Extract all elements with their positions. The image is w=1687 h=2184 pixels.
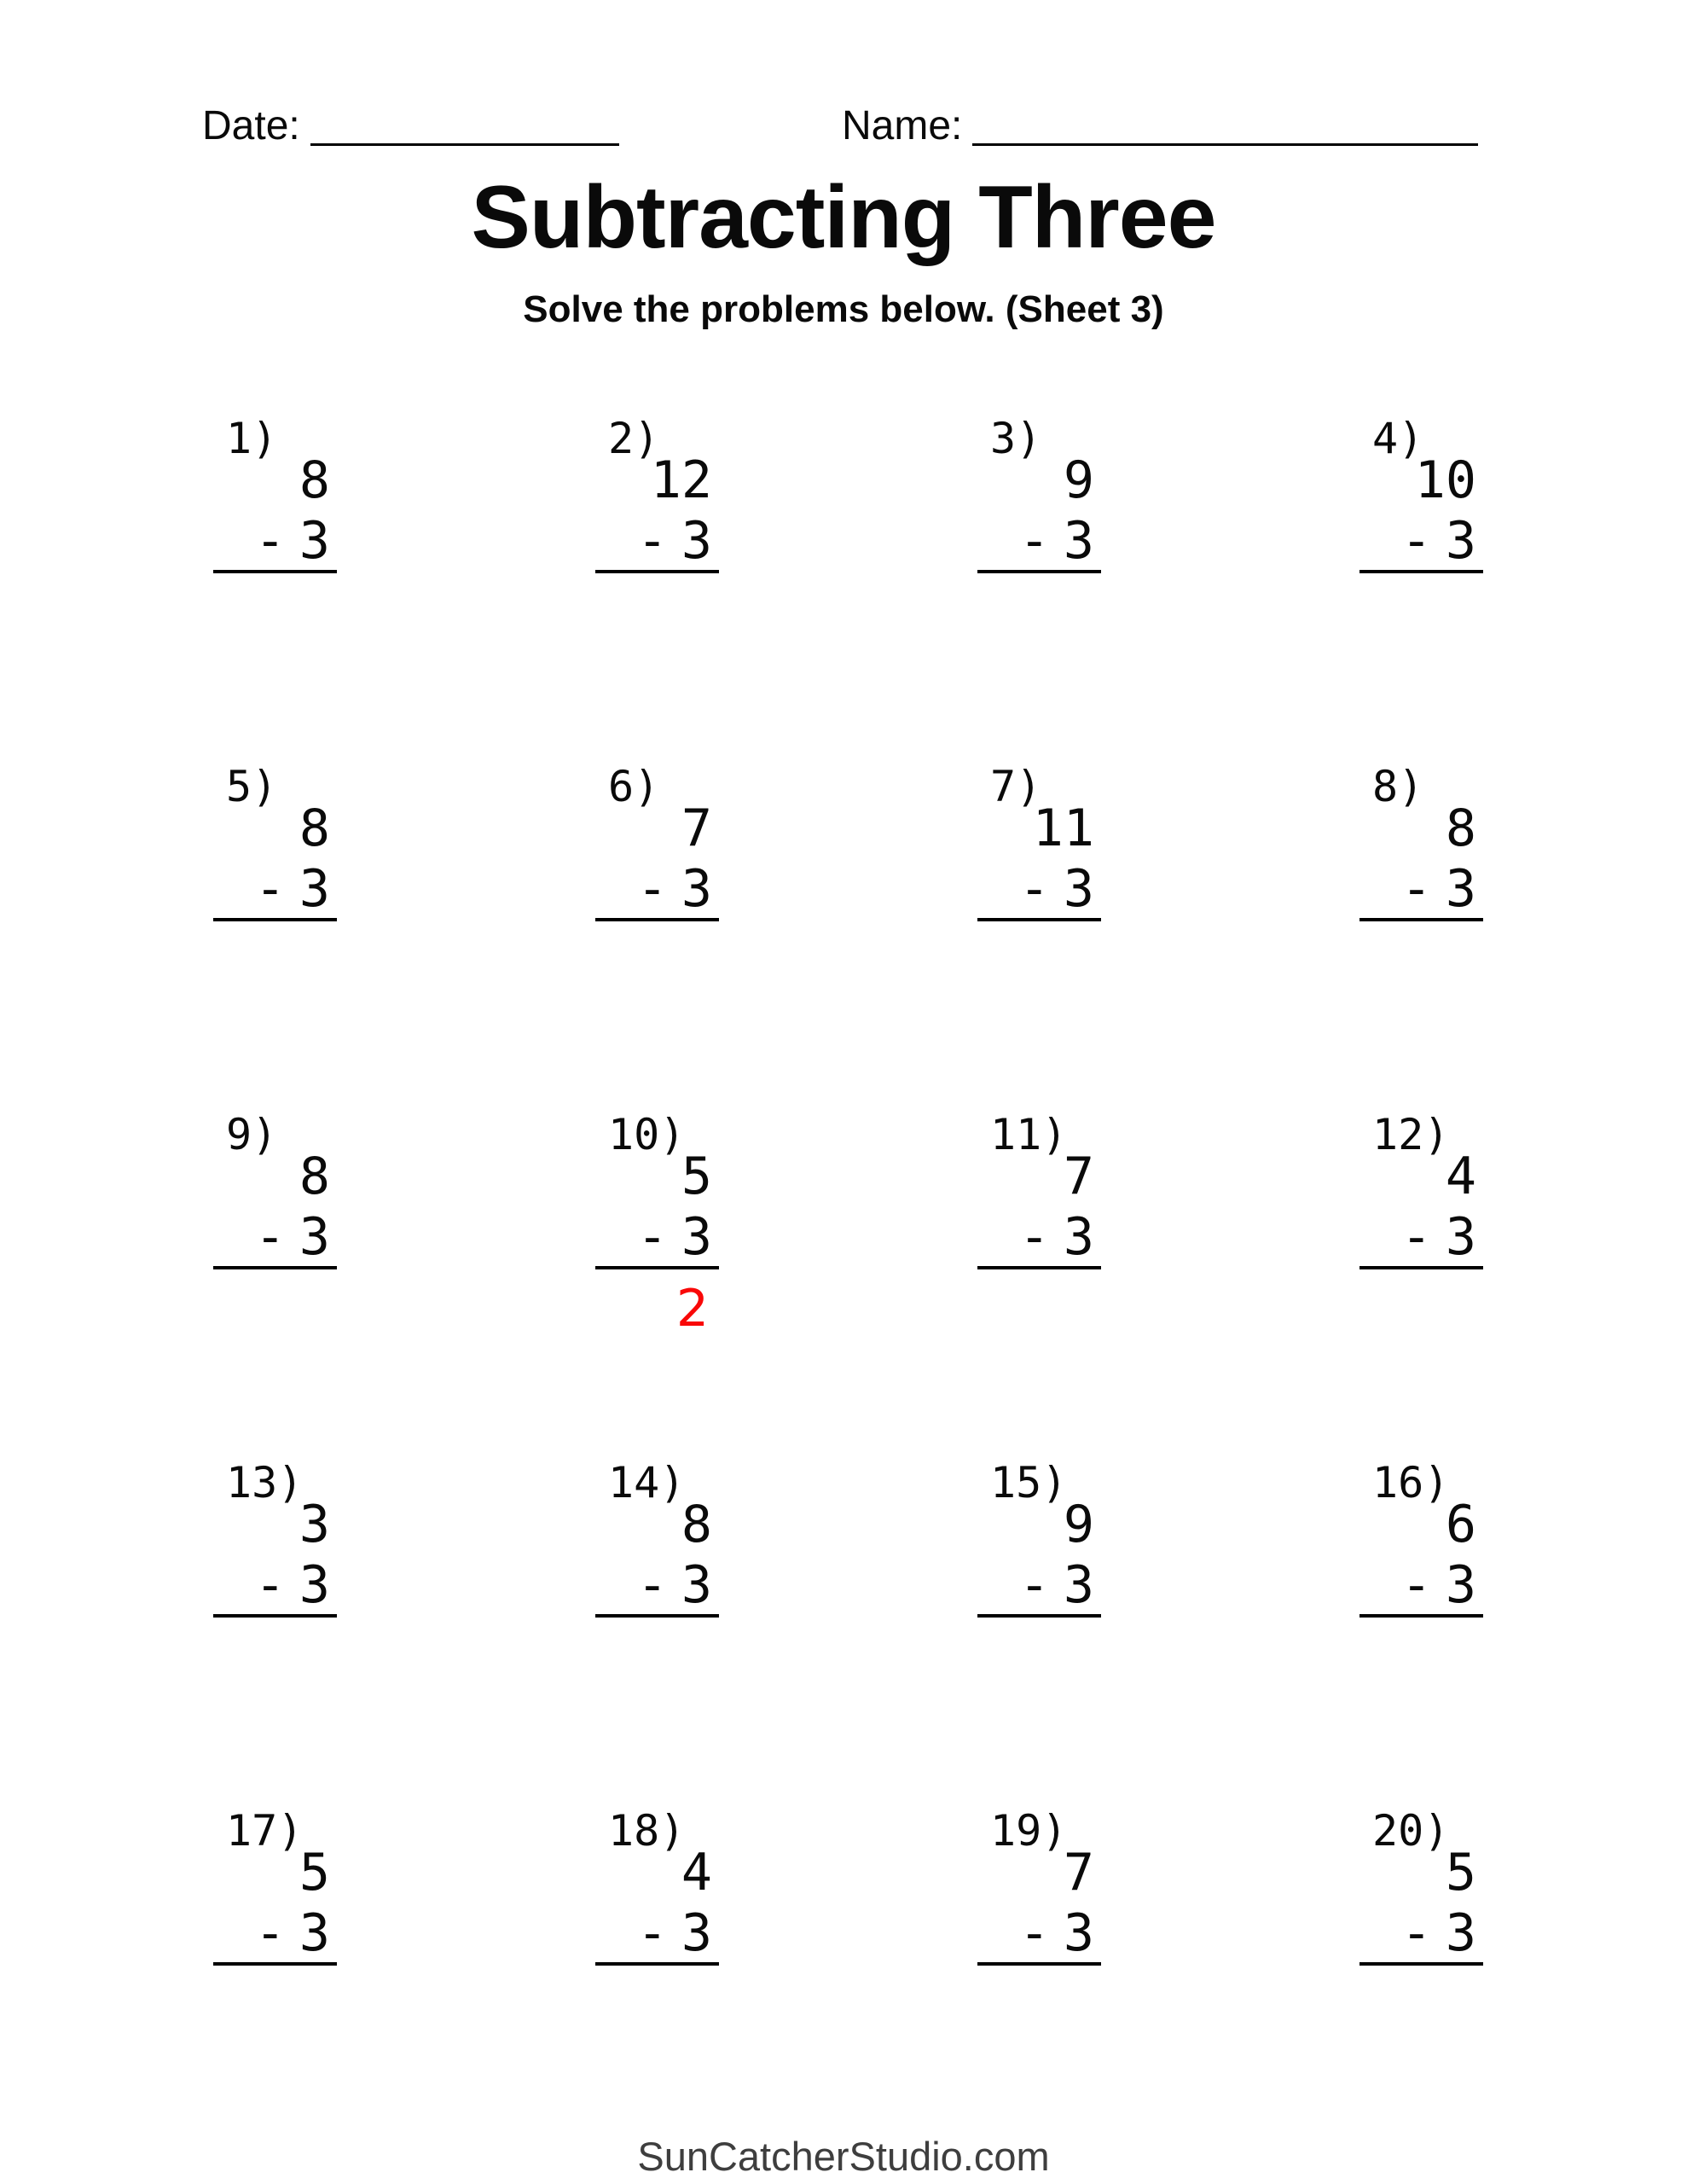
problem-number: 20) [1372, 1806, 1450, 1856]
minus-sign: - [1400, 511, 1432, 571]
minuend: 4 [1445, 1147, 1476, 1206]
subtrahend: 3 [1063, 859, 1094, 919]
subtraction-row [213, 1555, 337, 1615]
minus-sign: - [636, 1903, 668, 1963]
problem-13 [213, 1458, 337, 1809]
problem-number: 2) [608, 414, 660, 463]
subtraction-row [977, 1903, 1101, 1963]
subtraction-row [1359, 1903, 1483, 1963]
minuend: 8 [681, 1495, 712, 1554]
problem-20 [1359, 1806, 1483, 2158]
problem-number: 4) [1372, 414, 1424, 463]
minuend: 4 [681, 1843, 712, 1902]
subtrahend: 3 [1445, 1903, 1476, 1963]
problem-9 [213, 1110, 337, 1461]
minuend: 7 [1063, 1843, 1094, 1902]
minus-sign: - [1018, 511, 1050, 571]
subtraction-row [213, 511, 337, 571]
subtrahend: 3 [299, 1903, 330, 1963]
problem-number: 18) [608, 1806, 686, 1856]
subtrahend: 3 [1063, 1555, 1094, 1615]
subtraction-row [1359, 1207, 1483, 1267]
footer-site-credit: SunCatcherStudio.com [637, 2134, 1050, 2179]
subtraction-row [595, 511, 719, 571]
subtrahend: 3 [681, 1555, 712, 1615]
subtraction-row [213, 1207, 337, 1267]
minus-sign: - [1400, 1555, 1432, 1615]
subtrahend: 3 [299, 1555, 330, 1615]
subtrahend: 3 [681, 1207, 712, 1267]
name-blank-line [972, 101, 1478, 146]
name-field [842, 101, 1478, 149]
date-label: Date: [202, 103, 300, 149]
problem-16 [1359, 1458, 1483, 1809]
problem-8 [1359, 762, 1483, 1113]
minuend: 8 [299, 799, 330, 858]
problem-12 [1359, 1110, 1483, 1461]
minuend: 12 [650, 450, 712, 510]
subtrahend: 3 [1445, 511, 1476, 571]
problems-grid [213, 414, 1483, 2158]
problem-number: 1) [226, 414, 278, 463]
minus-sign: - [1400, 1207, 1432, 1267]
problem-10 [595, 1110, 719, 1461]
minus-sign: - [636, 1555, 668, 1615]
minus-sign: - [636, 1207, 668, 1267]
subtrahend: 3 [681, 859, 712, 919]
minus-sign: - [1018, 1903, 1050, 1963]
problem-15 [977, 1458, 1101, 1809]
subtraction-row [595, 1207, 719, 1267]
minus-sign: - [1018, 1555, 1050, 1615]
minuend: 5 [299, 1843, 330, 1902]
problem-number: 3) [990, 414, 1042, 463]
subtraction-row [977, 511, 1101, 571]
subtraction-row [1359, 511, 1483, 571]
worksheet-title: Subtracting Three [471, 168, 1216, 267]
minuend: 8 [1445, 799, 1476, 858]
problem-5 [213, 762, 337, 1113]
problem-11 [977, 1110, 1101, 1461]
minus-sign: - [1400, 859, 1432, 919]
subtraction-row [595, 1555, 719, 1615]
problem-number: 17) [226, 1806, 304, 1856]
subtraction-row [595, 859, 719, 919]
problem-7 [977, 762, 1101, 1113]
problem-number: 19) [990, 1806, 1068, 1856]
worksheet-instructions: Solve the problems below. (Sheet 3) [523, 288, 1164, 330]
problem-number: 14) [608, 1458, 686, 1507]
problem-number: 12) [1372, 1110, 1450, 1159]
minuend: 10 [1414, 450, 1476, 510]
problem-number: 13) [226, 1458, 304, 1507]
subtraction-row [1359, 1555, 1483, 1615]
subtrahend: 3 [681, 1903, 712, 1963]
subtraction-row [595, 1903, 719, 1963]
minus-sign: - [254, 1555, 286, 1615]
minuend: 7 [1063, 1147, 1094, 1206]
problem-number: 6) [608, 762, 660, 811]
problem-17 [213, 1806, 337, 2158]
answer: 2 [675, 1279, 709, 1339]
minuend: 9 [1063, 1495, 1094, 1554]
problem-2 [595, 414, 719, 765]
problem-number: 7) [990, 762, 1042, 811]
minus-sign: - [254, 1903, 286, 1963]
problem-number: 15) [990, 1458, 1068, 1507]
subtraction-row [977, 1555, 1101, 1615]
subtrahend: 3 [1063, 1207, 1094, 1267]
subtrahend: 3 [299, 859, 330, 919]
minus-sign: - [1018, 859, 1050, 919]
subtrahend: 3 [299, 1207, 330, 1267]
subtraction-row [213, 1903, 337, 1963]
minus-sign: - [254, 511, 286, 571]
subtrahend: 3 [1063, 1903, 1094, 1963]
problem-number: 10) [608, 1110, 686, 1159]
minuend: 9 [1063, 450, 1094, 510]
minus-sign: - [254, 1207, 286, 1267]
problem-3 [977, 414, 1101, 765]
problem-19 [977, 1806, 1101, 2158]
problem-6 [595, 762, 719, 1113]
date-field [202, 101, 619, 149]
problem-number: 9) [226, 1110, 278, 1159]
minus-sign: - [1400, 1903, 1432, 1963]
problem-number: 16) [1372, 1458, 1450, 1507]
minuend: 8 [299, 1147, 330, 1206]
minuend: 11 [1032, 799, 1094, 858]
problem-number: 8) [1372, 762, 1424, 811]
problem-1 [213, 414, 337, 765]
problem-number: 5) [226, 762, 278, 811]
subtrahend: 3 [1445, 859, 1476, 919]
date-blank-line [310, 101, 619, 146]
subtraction-row [977, 1207, 1101, 1267]
problem-number: 11) [990, 1110, 1068, 1159]
minuend: 8 [299, 450, 330, 510]
minus-sign: - [636, 859, 668, 919]
subtrahend: 3 [1445, 1207, 1476, 1267]
minus-sign: - [1018, 1207, 1050, 1267]
minus-sign: - [254, 859, 286, 919]
subtrahend: 3 [299, 511, 330, 571]
minuend: 5 [1445, 1843, 1476, 1902]
name-label: Name: [842, 103, 963, 149]
problem-18 [595, 1806, 719, 2158]
minus-sign: - [636, 511, 668, 571]
problem-4 [1359, 414, 1483, 765]
subtrahend: 3 [1445, 1555, 1476, 1615]
subtrahend: 3 [1063, 511, 1094, 571]
problem-14 [595, 1458, 719, 1809]
minuend: 6 [1445, 1495, 1476, 1554]
subtraction-row [213, 859, 337, 919]
subtraction-row [977, 859, 1101, 919]
minuend: 7 [681, 799, 712, 858]
subtrahend: 3 [681, 511, 712, 571]
minuend: 5 [681, 1147, 712, 1206]
subtraction-row [1359, 859, 1483, 919]
minuend: 3 [299, 1495, 330, 1554]
